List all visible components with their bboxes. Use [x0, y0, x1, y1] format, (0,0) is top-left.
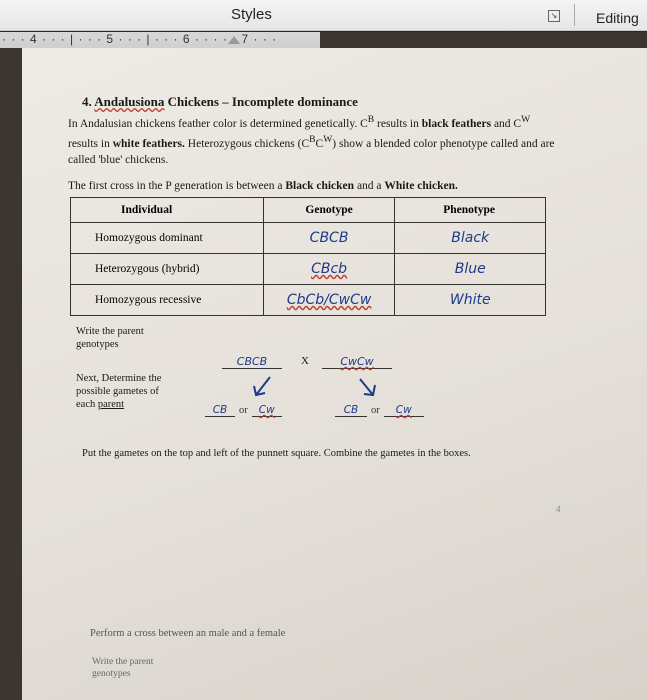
table-row: [71, 223, 546, 254]
table-header: Phenotype: [395, 198, 546, 223]
table-header: Genotype: [263, 198, 395, 223]
parent2-field[interactable]: CwCw: [322, 355, 392, 369]
gamete-field[interactable]: Cw: [252, 404, 282, 417]
phenotype-cell[interactable]: Black: [395, 223, 546, 254]
phenotype-cell[interactable]: Blue: [395, 254, 546, 285]
ruler-background: [320, 32, 647, 48]
genotype-cell[interactable]: [263, 285, 395, 316]
individual-cell: Homozygous dominant: [71, 223, 264, 254]
table-header: Individual: [71, 198, 264, 223]
dialog-launcher-icon[interactable]: ↘: [548, 10, 560, 22]
punnett-instructions: Put the gametes on the top and left of the punnett square. Combine the gametes in the boxes.: [82, 448, 471, 459]
page-number: 4: [556, 504, 561, 514]
genotype-value: CBcb: [311, 261, 348, 277]
toolbar-divider: [574, 4, 575, 26]
parent1-field[interactable]: CBCB: [222, 355, 282, 369]
genotype-value: CbCb/CwCw: [286, 292, 372, 308]
arrow-down-left-icon: [250, 374, 276, 400]
genotype-table: [70, 197, 546, 316]
individual-cell: Homozygous recessive: [71, 285, 264, 316]
gametes-parent1: [205, 404, 282, 417]
gamete-field[interactable]: CB: [335, 404, 367, 417]
genotype-cell[interactable]: [263, 254, 395, 285]
cross-symbol: X: [301, 355, 309, 367]
write-parent-label-2: Write the parent genotypes: [92, 657, 154, 679]
table-row: [71, 254, 546, 285]
toolbar: [0, 0, 647, 31]
or-label: or: [239, 405, 248, 416]
page-margin: [0, 48, 22, 700]
gamete-field[interactable]: Cw: [384, 404, 424, 417]
styles-button[interactable]: Styles: [231, 6, 272, 23]
individual-cell: Heterozygous (hybrid): [71, 254, 264, 285]
perform-cross-label: Perform a cross between an male and a female: [90, 628, 286, 639]
indent-marker-icon[interactable]: [228, 36, 240, 44]
determine-gametes-label: Next, Determine the possible gametes of each parent: [76, 373, 162, 410]
gametes-parent2: [335, 404, 424, 417]
section-heading: 4. Andalusiona Chickens – Incomplete dominance: [82, 94, 358, 109]
intro-paragraph: In Andalusian chickens feather color is determined genetically. $C^B$ results in black feathers and $C^W$ results in white feathers. Heterozygous chickens $(C^BC^W)$ show a blended color phenotype called and are called 'blue' chickens.: [68, 114, 555, 166]
table-row: [71, 285, 546, 316]
ruler[interactable]: [0, 32, 320, 48]
ruler-ticks: · · · 4 · · · | · · · 5 · · · | · · · 6 · · · · · 7 · · ·: [2, 32, 278, 46]
or-label: or: [371, 405, 380, 416]
gamete-field[interactable]: CB: [205, 404, 235, 417]
cross-intro: The first cross in the P generation is between a Black chicken and a White chicken.: [68, 180, 458, 192]
editing-button[interactable]: Editing: [596, 10, 639, 26]
table-header-row: [71, 198, 546, 223]
arrow-down-right-icon: [355, 376, 381, 400]
write-parent-label: Write the parent genotypes: [76, 326, 144, 350]
phenotype-cell[interactable]: White: [395, 285, 546, 316]
genotype-cell[interactable]: CBCB: [263, 223, 395, 254]
